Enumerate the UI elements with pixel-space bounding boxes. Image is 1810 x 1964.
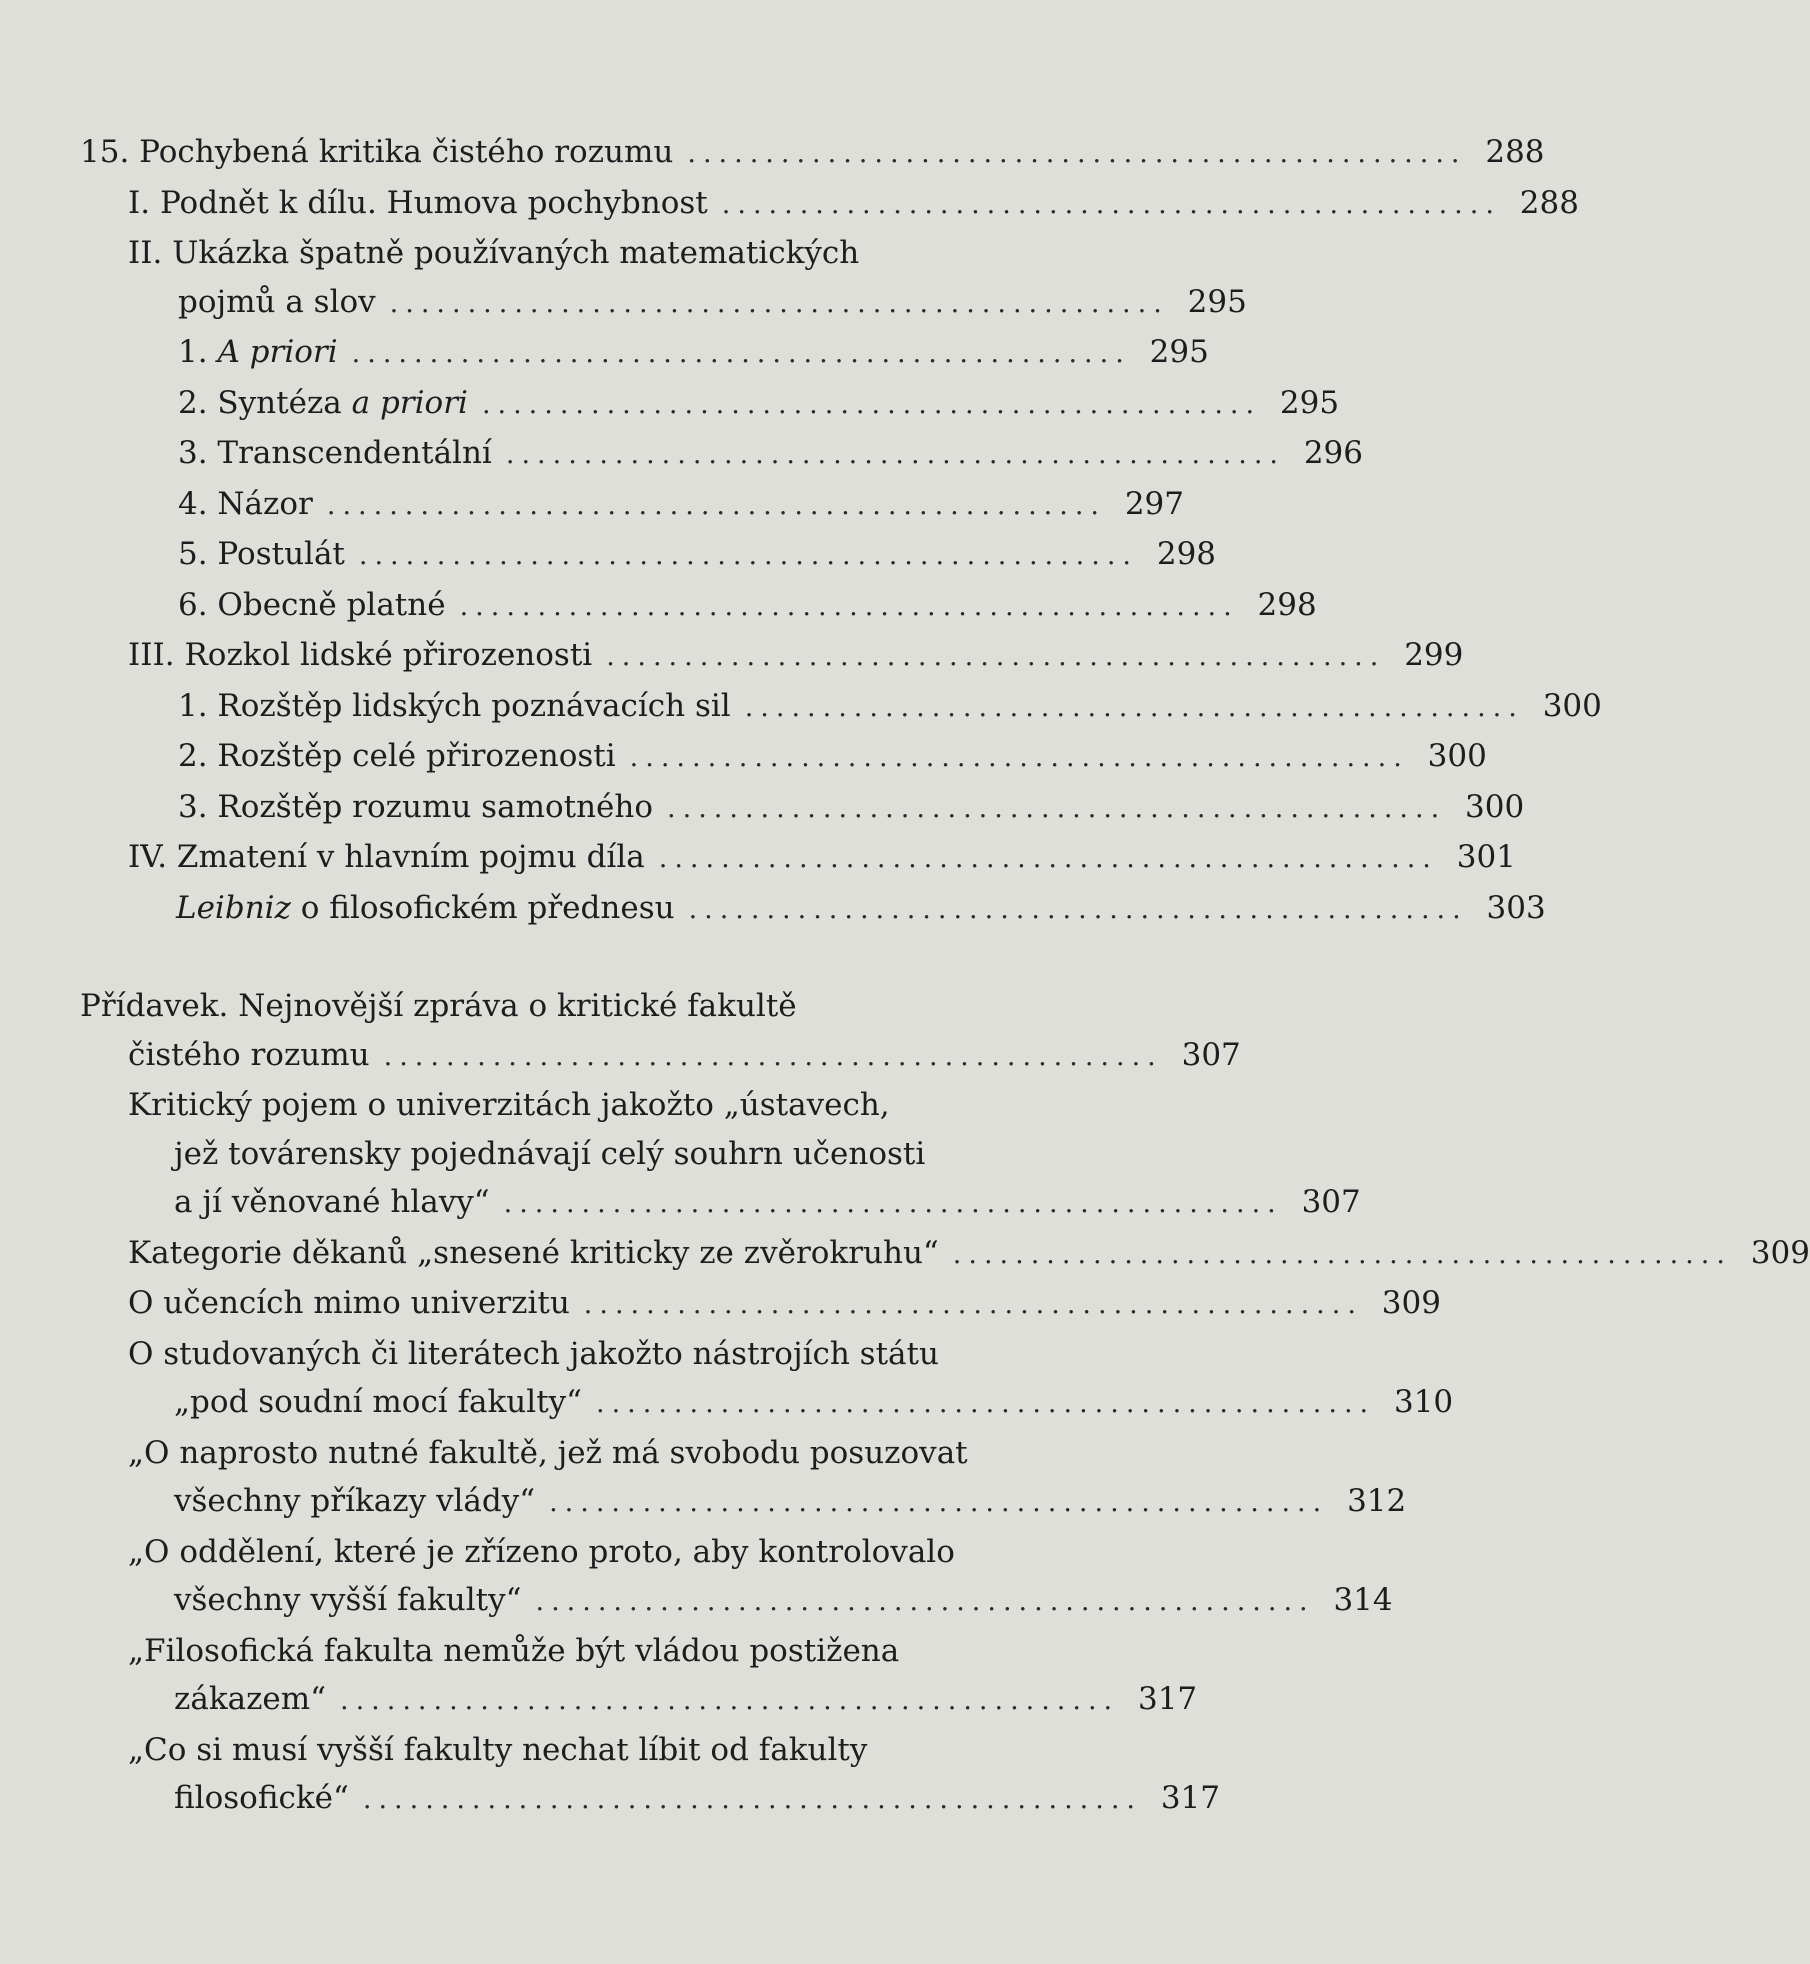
toc-entry (80, 982, 1241, 1081)
dot-leader: .................................................. (326, 489, 1106, 521)
toc-entry-title: O učencích mimo univerzitu (128, 1285, 570, 1321)
toc-page-number: 301 (1456, 839, 1516, 875)
toc-entry-title: 6. Obecně platné (178, 586, 446, 623)
toc-page-number: 300 (1542, 687, 1602, 724)
toc-entry (80, 783, 1525, 834)
toc-entry-title: Leibniz o filosofickém přednesu (176, 889, 675, 926)
toc-entry (80, 1528, 1393, 1627)
toc-page-number: 310 (1393, 1384, 1454, 1420)
toc-entry-title: 2. Syntéza a priori (178, 384, 468, 421)
toc-entry-title: 1. A priori (178, 334, 338, 370)
toc-entry (80, 833, 1516, 884)
toc-entry-title-continued: čistého rozumu (128, 1036, 370, 1073)
dot-leader: .................................................. (389, 287, 1169, 319)
dot-leader: .................................................. (583, 1289, 1363, 1320)
toc-page-number: 295 (1149, 334, 1209, 370)
dot-leader: .................................................. (667, 792, 1447, 824)
toc-entry (80, 631, 1464, 682)
dot-leader: .................................................. (744, 691, 1524, 723)
toc-entry-title: „Filosofická fakulta nemůže být vládou postižena (128, 1632, 900, 1669)
toc-entry-title: 1. Rozštěp lidských poznávacích sil (178, 687, 731, 724)
toc-entry-title: „Co si musí vyšší fakulty nechat líbit od fakulty (128, 1731, 868, 1768)
toc-entry-title: II. Ukázka špatně používaných matematických (128, 235, 860, 271)
toc-entry-title: III. Rozkol lidské přirozenosti (128, 637, 593, 673)
toc-entry-title: „O oddělení, které je zřízeno proto, aby kontrolovalo (128, 1533, 955, 1570)
toc-entry (80, 480, 1184, 531)
toc-entry (80, 1330, 1454, 1429)
toc-entry-title: 2. Rozštěp celé přirozenosti (178, 738, 616, 774)
toc-entry (80, 732, 1487, 783)
toc-entry-title-continued: a jí věnované hlavy“ (174, 1184, 490, 1220)
toc-entry (80, 128, 1545, 179)
dot-leader: .................................................. (340, 1685, 1120, 1716)
dot-leader: .................................................. (351, 338, 1131, 369)
toc-page-number: 296 (1303, 435, 1363, 471)
toc-entry (80, 1279, 1441, 1330)
toc-page-number: 307 (1181, 1036, 1241, 1073)
dot-leader: .................................................. (503, 1188, 1283, 1219)
toc-entry-title-continued: všechny vyšší fakulty“ (174, 1582, 522, 1618)
toc-entry-title-continued: pojmů a slov (178, 283, 376, 320)
dot-leader: .................................................. (358, 540, 1139, 571)
toc-page-number: 303 (1486, 889, 1546, 926)
toc-page-number: 317 (1160, 1780, 1220, 1816)
dot-leader: .................................................. (596, 1388, 1376, 1419)
toc-entry (80, 1726, 1220, 1825)
dot-leader: .................................................. (688, 893, 1468, 925)
dot-leader: .................................................. (658, 843, 1438, 874)
toc-entry-title: O studovaných či literátech jakožto nástrojích státu (128, 1335, 939, 1372)
toc-entry (80, 884, 1546, 935)
toc-page-number: 295 (1187, 283, 1247, 320)
toc-page-number: 298 (1156, 536, 1217, 572)
toc-page-number: 288 (1485, 134, 1545, 170)
dot-leader: .................................................. (629, 742, 1409, 773)
toc-entry-title-continued: „pod soudní mocí fakulty“ (174, 1384, 583, 1420)
toc-entry (80, 328, 1209, 379)
dot-leader: .................................................. (606, 641, 1386, 672)
toc-entry-title: „O naprosto nutné fakultě, jež má svobodu posuzovat (128, 1434, 968, 1471)
toc-entry-title: Přídavek. Nejnovější zpráva o kritické fakultě (80, 988, 797, 1024)
toc-entry-title: I. Podnět k dílu. Humova pochybnost (128, 184, 708, 221)
dot-leader: .................................................. (362, 1784, 1142, 1815)
toc-entry-title: 3. Transcendentální (178, 435, 492, 471)
toc-page-number: 307 (1301, 1184, 1361, 1220)
toc-entry-title: 3. Rozštěp rozumu samotného (178, 788, 654, 825)
toc-page-number: 288 (1519, 184, 1579, 221)
toc-entry-title: Kritický pojem o univerzitách jakožto „ústavech, (128, 1087, 890, 1123)
section-gap (80, 934, 1085, 982)
toc-entry-title: 5. Postulát (178, 536, 345, 572)
toc-entry (80, 1429, 1407, 1528)
dot-leader: .................................................. (481, 388, 1262, 420)
toc-page-number: 298 (1257, 586, 1317, 623)
toc-entry (80, 1627, 1198, 1726)
toc-entry (80, 229, 1247, 328)
toc-page-number: 309 (1750, 1234, 1810, 1271)
toc-entry (80, 1229, 1810, 1280)
dot-leader: .................................................. (535, 1586, 1315, 1617)
toc-page-number: 295 (1279, 384, 1340, 421)
toc-entry (80, 429, 1363, 480)
toc-entry-title-continued: zákazem“ (174, 1681, 327, 1717)
toc-page-number: 300 (1427, 738, 1487, 774)
toc-entry-title: IV. Zmatení v hlavním pojmu díla (128, 839, 645, 875)
toc-entry (80, 1081, 1361, 1229)
toc-page-number: 300 (1465, 788, 1525, 825)
toc-page-number: 312 (1347, 1483, 1407, 1519)
toc-entry (80, 682, 1602, 733)
toc-entry-title: 4. Názor (178, 485, 313, 522)
toc-entry-title-continued: jež továrensky pojednávají celý souhrn učenosti (174, 1135, 926, 1172)
toc-page-number: 314 (1333, 1582, 1393, 1618)
toc-entry-title: 15. Pochybená kritika čistého rozumu (80, 134, 674, 170)
dot-leader: .................................................. (549, 1487, 1329, 1518)
toc-entry (80, 530, 1217, 581)
toc-page-number: 317 (1137, 1681, 1198, 1717)
table-of-contents (80, 128, 1810, 1825)
dot-leader: .................................................. (721, 188, 1501, 220)
dot-leader: .................................................. (505, 439, 1285, 470)
toc-page-number: 297 (1124, 485, 1184, 522)
dot-leader: .................................................. (687, 138, 1467, 169)
toc-entry-title: Kategorie děkanů „snesené kriticky ze zvěrokruhu“ (128, 1234, 939, 1271)
toc-page-number: 309 (1381, 1285, 1441, 1321)
toc-entry (80, 179, 1579, 230)
toc-entry (80, 581, 1317, 632)
toc-page-number: 299 (1404, 637, 1464, 673)
toc-entry-title-continued: všechny příkazy vlády“ (174, 1483, 536, 1519)
toc-entry (80, 379, 1340, 430)
dot-leader: .................................................. (383, 1040, 1163, 1072)
toc-entry-title-continued: filosofické“ (174, 1780, 349, 1816)
dot-leader: .................................................. (459, 590, 1239, 622)
dot-leader: .................................................. (952, 1238, 1732, 1270)
